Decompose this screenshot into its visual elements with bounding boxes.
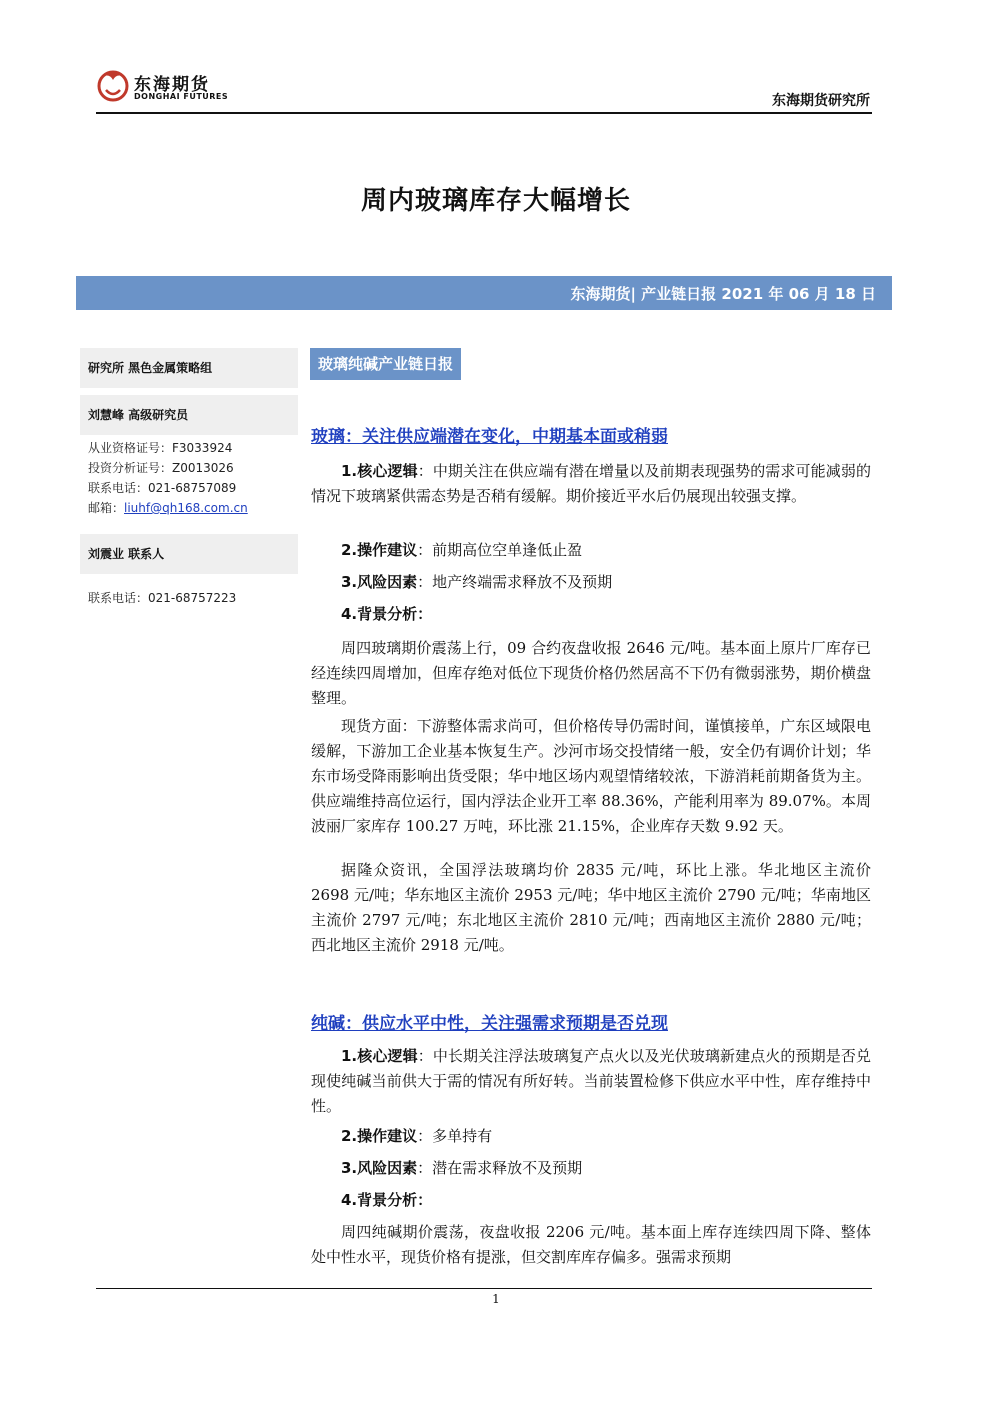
glass-core-logic: [311, 459, 871, 509]
sidebar-contact-name: 刘震业 联系人: [80, 534, 298, 574]
sidebar-analyst-name: 刘慧峰 高级研究员: [80, 395, 298, 435]
analyst-email-link[interactable]: liuhf@qh168.com.cn: [124, 501, 248, 515]
email-label: 邮箱：: [88, 501, 125, 515]
glass-logic-text: ：中期关注在供应端有潜在增量以及前期表现强势的需求可能减弱的情况下玻璃紧供需态势是否稍有缓解。期价接近平水后仍展现出较强支撑。: [311, 462, 871, 505]
glass-bg-colon: ：: [417, 605, 433, 623]
glass-bg-label: 4.背景分析: [341, 605, 418, 623]
institute-name: 东海期货研究所: [772, 93, 870, 109]
glass-paragraph-1: 周四玻璃期价震荡上行，09 合约夜盘收报 2646 元/吨。基本面上原片厂库存已经连续四周增加，但库存绝对低位下现货价格仍然居高不下仍有微弱涨势，期价横盘整理。: [311, 639, 871, 707]
logo-chinese-name: 东海期货: [134, 75, 210, 95]
soda-advice-label: 2.操作建议: [341, 1127, 418, 1145]
soda-advice: [311, 1124, 871, 1149]
glass-risk-label: 3.风险因素: [341, 573, 418, 591]
glass-paragraph-3: 据隆众资讯，全国浮法玻璃均价 2835 元/吨，环比上涨。华北地区主流价 2698 元/吨；华东地区主流价 2953 元/吨；华中地区主流价 2790 元/吨；华南地区主流价 2797 元/吨；东北地区主流价 2810 元/吨；西南地区主流价 2880 元/吨；西北地区主流价 2918 元/吨。: [311, 861, 871, 954]
glass-logic-label: 1.核心逻辑: [341, 462, 418, 480]
banner-text: 东海期货| 产业链日报 2021 年 06 月 18 日: [570, 285, 876, 303]
glass-risk: [311, 570, 871, 595]
analyst-info: [88, 438, 248, 518]
footer-divider: [96, 1288, 872, 1289]
soda-bg-label: 4.背景分析: [341, 1191, 418, 1209]
soda-risk: [311, 1156, 871, 1181]
logo-english-name: DONGHAI FUTURES: [134, 92, 229, 101]
soda-logic-label: 1.核心逻辑: [341, 1047, 418, 1065]
glass-risk-text: ：地产终端需求释放不及预期: [417, 573, 613, 591]
sidebar-group: 研究所 黑色金属策略组: [80, 348, 298, 388]
company-logo: [96, 66, 236, 106]
glass-advice-label: 2.操作建议: [341, 541, 418, 559]
analyst-cert: 从业资格证号：F3033924: [88, 441, 233, 455]
glass-advice-text: ：前期高位空单逢低止盈: [417, 541, 583, 559]
soda-advice-text: ：多单持有: [417, 1127, 493, 1145]
soda-paragraph-1: 周四纯碱期价震荡，夜盘收报 2206 元/吨。基本面上库存连续四周下降、整体处中性水平，现货价格有提涨，但交割库库存偏多。强需求预期: [311, 1223, 871, 1266]
soda-risk-text: ：潜在需求释放不及预期: [417, 1159, 583, 1177]
soda-heading[interactable]: 纯碱：供应水平中性，关注强需求预期是否兑现: [311, 1014, 668, 1034]
header-divider: [96, 112, 872, 114]
soda-core-logic: [311, 1044, 871, 1119]
contact-phone: 联系电话：021-68757223: [88, 591, 237, 605]
soda-bg-colon: ：: [417, 1191, 433, 1209]
report-banner: [76, 276, 892, 310]
analyst-invest-cert: 投资分析证号：Z0013026: [88, 461, 234, 475]
analyst-email-row: [88, 498, 248, 518]
glass-paragraph-2: 现货方面：下游整体需求尚可，但价格传导仍需时间，谨慎接单，广东区域限电缓解，下游加工企业基本恢复生产。沙河市场交投情绪一般，安全仍有调价计划；华东市场受降雨影响出货受限；华中地区场内观望情绪较浓，下游消耗前期备货为主。供应端维持高位运行，国内浮法企业开工率 88.36%，产能利用率为 89.07%。本周波丽厂家库存 100.27 万吨，环比涨 21.15%，企业库存天数 9.92 天。: [311, 717, 871, 835]
report-tag: 玻璃纯碱产业链日报: [310, 348, 461, 380]
document-title: 周内玻璃库存大幅增长: [360, 186, 631, 216]
glass-background: [311, 602, 871, 627]
glass-heading[interactable]: 玻璃：关注供应端潜在变化，中期基本面或稍弱: [311, 427, 668, 447]
page-number: 1: [492, 1292, 500, 1306]
dragon-logo-icon: [96, 66, 130, 104]
soda-logic-text: ：中长期关注浮法玻璃复产点火以及光伏玻璃新建点火的预期是否兑现使纯碱当前供大于需的情况有所好转。当前装置检修下供应水平中性，库存维持中性。: [311, 1047, 871, 1115]
soda-background: [311, 1188, 871, 1213]
soda-risk-label: 3.风险因素: [341, 1159, 418, 1177]
glass-advice: [311, 538, 871, 563]
analyst-phone: 联系电话：021-68757089: [88, 481, 237, 495]
